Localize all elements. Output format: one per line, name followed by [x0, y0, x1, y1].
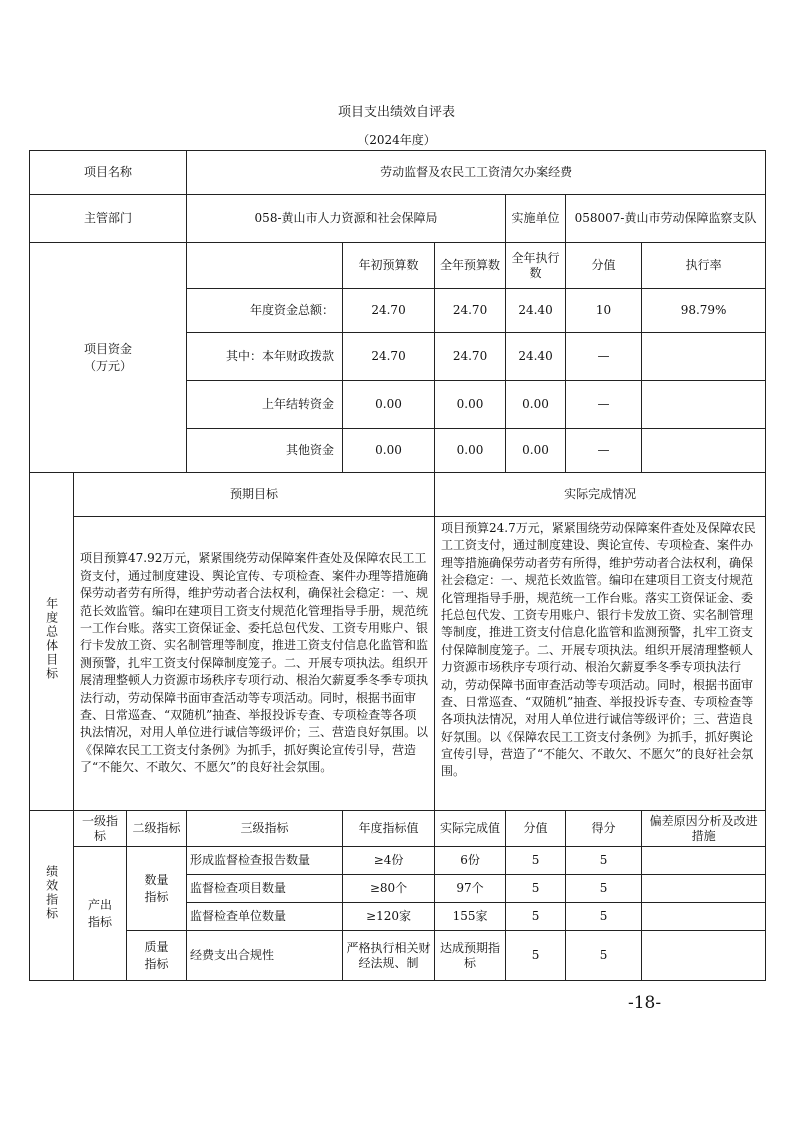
goals-text-row: [30, 517, 766, 811]
funds-row-label: 上年结转资金: [187, 381, 343, 429]
funds-initial: 0.00: [343, 429, 435, 473]
funds-score-value: —: [566, 333, 642, 381]
funds-executed: 24.40: [506, 333, 566, 381]
indicator-section-text: 绩效指标: [44, 865, 59, 922]
indicator-header-score: 得分: [566, 811, 642, 847]
indicator-header-level1: 一级指标: [74, 811, 127, 847]
project-name-value: 劳动监督及农民工工资清欠办案经费: [187, 151, 766, 195]
indicator-row: [30, 847, 766, 875]
indicator-actual: 97个: [435, 875, 506, 903]
indicator-name: 形成监督检查报告数量: [187, 847, 343, 875]
goals-header-row: [30, 473, 766, 517]
indicator-header-level3: 三级指标: [187, 811, 343, 847]
funds-header-row: [30, 243, 766, 289]
indicator-score: 5: [566, 903, 642, 931]
indicator-header-level2: 二级指标: [127, 811, 187, 847]
funds-score-value: —: [566, 429, 642, 473]
funds-header-annual: 全年预算数: [435, 243, 506, 289]
indicator-quantity-text: 数量指标: [144, 873, 169, 904]
funds-executed: 0.00: [506, 381, 566, 429]
funds-header-blank: [187, 243, 343, 289]
indicator-analysis: [642, 847, 766, 875]
indicator-target: ≥120家: [343, 903, 435, 931]
project-name-label: 项目名称: [30, 151, 187, 195]
funds-header-rate: 执行率: [642, 243, 766, 289]
indicator-target: 严格执行相关财经法规、制: [343, 931, 435, 981]
funds-header-initial: 年初预算数: [343, 243, 435, 289]
document-year: （2024年度）: [357, 133, 436, 147]
indicator-name: 经费支出合规性: [187, 931, 343, 981]
indicator-name: 监督检查单位数量: [187, 903, 343, 931]
funds-annual: 24.70: [435, 333, 506, 381]
indicator-analysis: [642, 903, 766, 931]
indicator-target: ≥4份: [343, 847, 435, 875]
performance-table: [29, 150, 766, 981]
indicator-header-score-value: 分值: [506, 811, 566, 847]
funds-score-value: 10: [566, 289, 642, 333]
unit-value: 058007-黄山市劳动保障监察支队: [566, 195, 766, 243]
indicator-score: 5: [566, 931, 642, 981]
project-name-row: [30, 151, 766, 195]
funds-row-label: 年度资金总额：: [187, 289, 343, 333]
indicator-header-target: 年度指标值: [343, 811, 435, 847]
indicator-analysis: [642, 931, 766, 981]
funds-row-label: 其他资金: [187, 429, 343, 473]
indicator-actual: 6份: [435, 847, 506, 875]
indicator-quantity: [127, 847, 187, 931]
funds-section-label: [30, 243, 187, 473]
funds-executed: 24.40: [506, 289, 566, 333]
expected-goal-text: 项目预算47.92万元，紧紧围绕劳动保障案件查处及保障农民工工资支付，通过制度建设、舆论宣传、专项检查、案件办理等措施确保劳动者劳有所得，维护劳动者合法权利，确保社会稳定：一、规范长效监管。编印在建项目工资支付规范化管理指导手册，规范统一工作台账。落实工资保证金、委托总包代发、工资专用账户、银行卡发放工资、实名制管理等制度，推进工资支付信息化监管和监测预警，扎牢工资支付保障制度笼子。二、开展专项执法。组织开展清理整顿人力资源市场秩序专项行动、根治欠薪夏季冬季专项执法行动，劳动保障书面审查活动等专项活动。同时，根据书面审查、日常巡查、“双随机”抽查、举报投诉专查、专项检查等各项执法情况，对用人单位进行诚信等级评价；三、营造良好氛围。以《保障农民工工资支付条例》为抓手，抓好舆论宣传引导，营造了“不能欠、不敢欠、不愿欠”的良好社会氛围。: [74, 517, 435, 811]
funds-initial: 24.70: [343, 289, 435, 333]
indicator-score-value: 5: [506, 931, 566, 981]
indicator-actual: 达成预期指标: [435, 931, 506, 981]
funds-executed: 0.00: [506, 429, 566, 473]
funds-annual: 0.00: [435, 429, 506, 473]
actual-result-header: 实际完成情况: [435, 473, 766, 517]
indicator-score-value: 5: [506, 875, 566, 903]
indicator-score: 5: [566, 847, 642, 875]
indicator-header-actual: 实际完成值: [435, 811, 506, 847]
funds-annual: 24.70: [435, 289, 506, 333]
page-number: -18-: [628, 993, 662, 1013]
goals-section-text: 年度总体目标: [44, 597, 59, 682]
indicator-target: ≥80个: [343, 875, 435, 903]
indicator-quality: [127, 931, 187, 981]
indicator-name: 监督检查项目数量: [187, 875, 343, 903]
funds-rate: [642, 381, 766, 429]
indicator-section-label: [30, 811, 74, 981]
indicator-score: 5: [566, 875, 642, 903]
document-title: 项目支出绩效自评表: [337, 105, 455, 120]
funds-rate: [642, 333, 766, 381]
dept-value: 058-黄山市人力资源和社会保障局: [187, 195, 506, 243]
funds-initial: 24.70: [343, 333, 435, 381]
goals-section-label: [30, 473, 74, 811]
funds-row-label: 其中：本年财政拨款: [187, 333, 343, 381]
unit-label: 实施单位: [506, 195, 566, 243]
indicator-header-analysis: 偏差原因分析及改进措施: [642, 811, 766, 847]
indicator-score-value: 5: [506, 903, 566, 931]
indicator-level1-text: 产出指标: [87, 898, 112, 929]
funds-header-score-value: 分值: [566, 243, 642, 289]
expected-goal-header: 预期目标: [74, 473, 435, 517]
indicator-level1: [74, 847, 127, 981]
indicator-analysis: [642, 875, 766, 903]
indicator-quality-text: 质量指标: [144, 940, 169, 971]
indicator-actual: 155家: [435, 903, 506, 931]
indicator-header-row: [30, 811, 766, 847]
funds-rate: [642, 429, 766, 473]
funds-initial: 0.00: [343, 381, 435, 429]
dept-label: 主管部门: [30, 195, 187, 243]
actual-result-text: 项目预算24.7万元，紧紧围绕劳动保障案件查处及保障农民工工资支付，通过制度建设、舆论宣传、专项检查、案件办理等措施确保劳动者劳有所得，维护劳动者合法权利，确保社会稳定：一、规范长效监管。编印在建项目工资支付规范化管理指导手册，规范统一工作台账。落实工资保证金、委托总包代发、工资专用账户、银行卡发放工资、实名制管理等制度，推进工资支付信息化监管和监测预警，扎牢工资支付保障制度笼子。二、开展专项执法。组织开展清理整顿人力资源市场秩序专项行动、根治欠薪夏季冬季专项执法行动，劳动保障书面审查活动等专项活动。同时，根据书面审查、日常巡查、“双随机”抽查、举报投诉专查、专项检查等各项执法情况，对用人单位进行诚信等级评价；三、营造良好氛围。以《保障农民工工资支付条例》为抓手，抓好舆论宣传引导，营造了“不能欠、不敢欠、不愿欠”的良好社会氛围。: [435, 517, 766, 811]
funds-score-value: —: [566, 381, 642, 429]
funds-annual: 0.00: [435, 381, 506, 429]
department-row: [30, 195, 766, 243]
indicator-score-value: 5: [506, 847, 566, 875]
funds-section-text: 项目资金（万元）: [84, 342, 133, 373]
funds-rate: 98.79%: [642, 289, 766, 333]
funds-header-executed: 全年执行数: [506, 243, 566, 289]
indicator-row: [30, 931, 766, 981]
